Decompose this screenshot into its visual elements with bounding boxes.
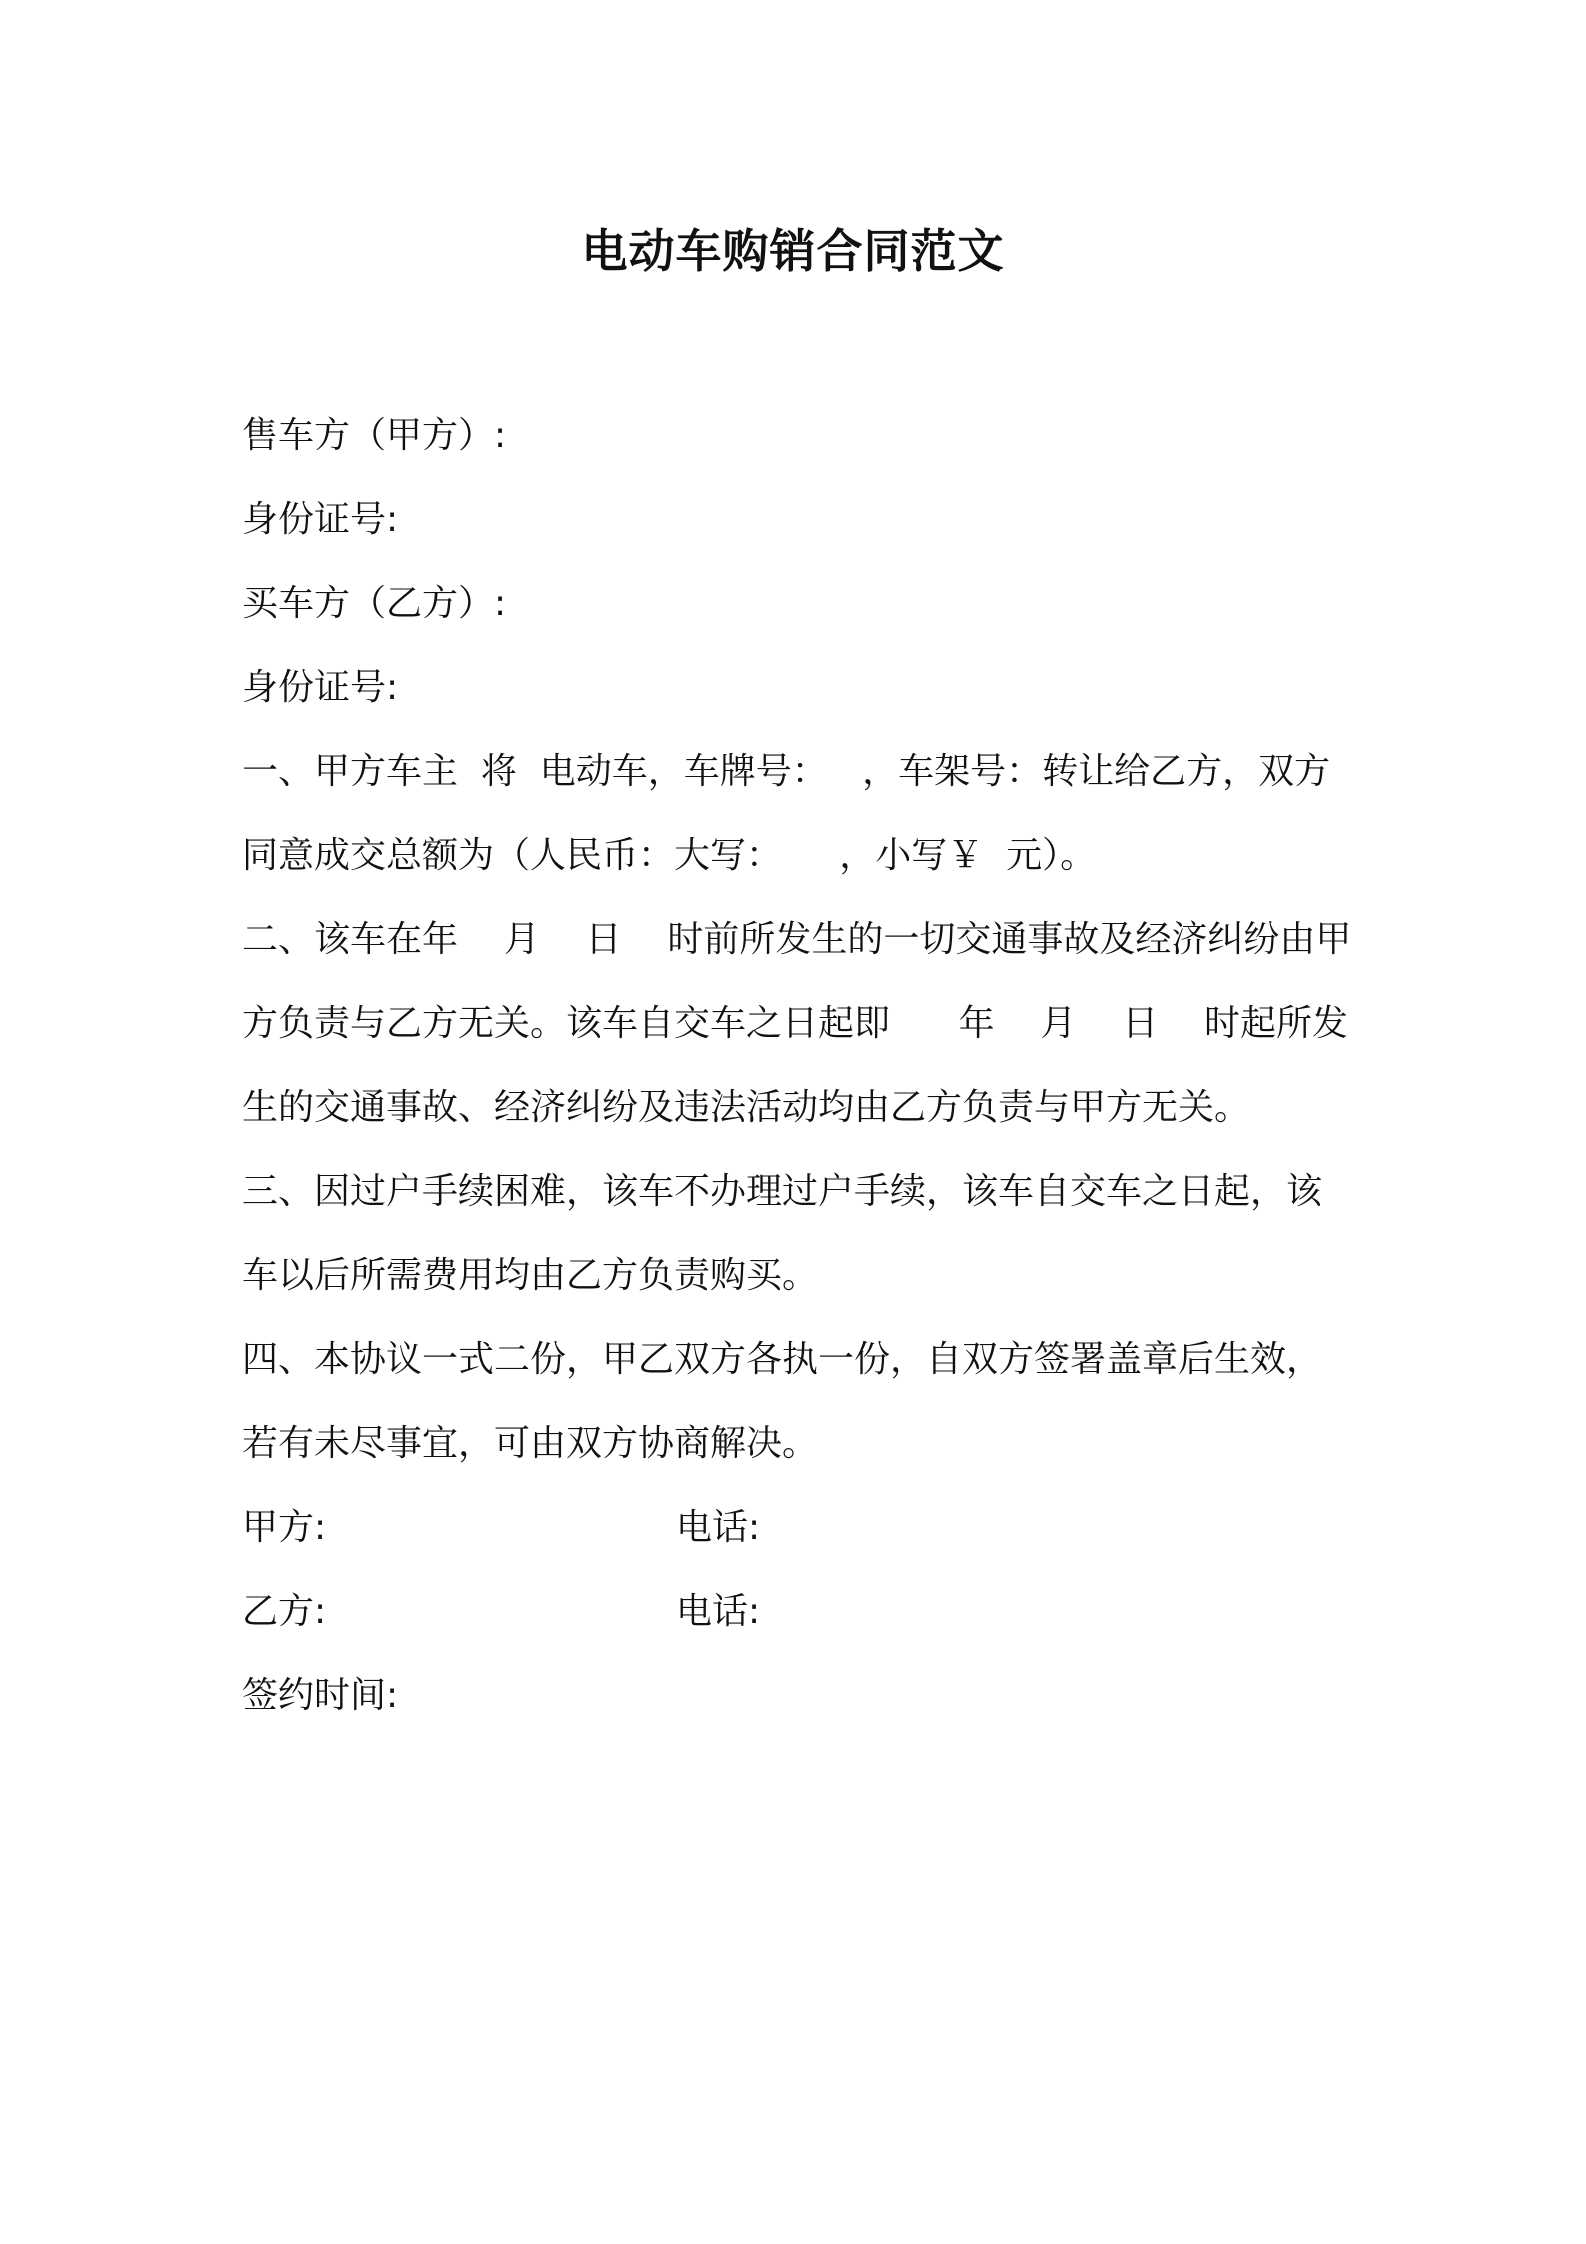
document-title: 电动车购销合同范文 [581,224,1005,278]
buyer-id-field: 身份证号: [242,667,399,708]
party-b-phone: 电话: [676,1591,761,1632]
buyer-field: 买车方（乙方）: [242,583,507,624]
party-a-phone: 电话: [676,1507,761,1548]
clause-line: 二、该车在年 月 日 时前所发生的一切交通事故及经济纠纷由甲 [242,919,1352,960]
party-b-signature: 乙方: [242,1591,327,1632]
signing-date: 签约时间: [242,1675,399,1716]
clause-line: 同意成交总额为（人民币：大写： ，小写￥ 元）。 [242,835,1097,876]
clause-line: 一、甲方车主 将 电动车，车牌号： ，车架号：转让给乙方，双方 [242,751,1331,792]
clause-line: 方负责与乙方无关。该车自交车之日起即 年 月 日 时起所发 [242,1003,1348,1044]
seller-id-field: 身份证号: [242,499,399,540]
clause-line: 若有未尽事宜，可由双方协商解决。 [242,1423,819,1464]
clause-line: 三、因过户手续困难，该车不办理过户手续，该车自交车之日起，该 [242,1171,1323,1212]
party-a-signature: 甲方: [242,1507,327,1548]
seller-field: 售车方（甲方）: [242,415,507,456]
clause-line: 生的交通事故、经济纠纷及违法活动均由乙方负责与甲方无关。 [242,1087,1251,1128]
clause-line: 四、本协议一式二份，甲乙双方各执一份，自双方签署盖章后生效， [242,1339,1323,1380]
clause-line: 车以后所需费用均由乙方负责购买。 [242,1255,819,1296]
